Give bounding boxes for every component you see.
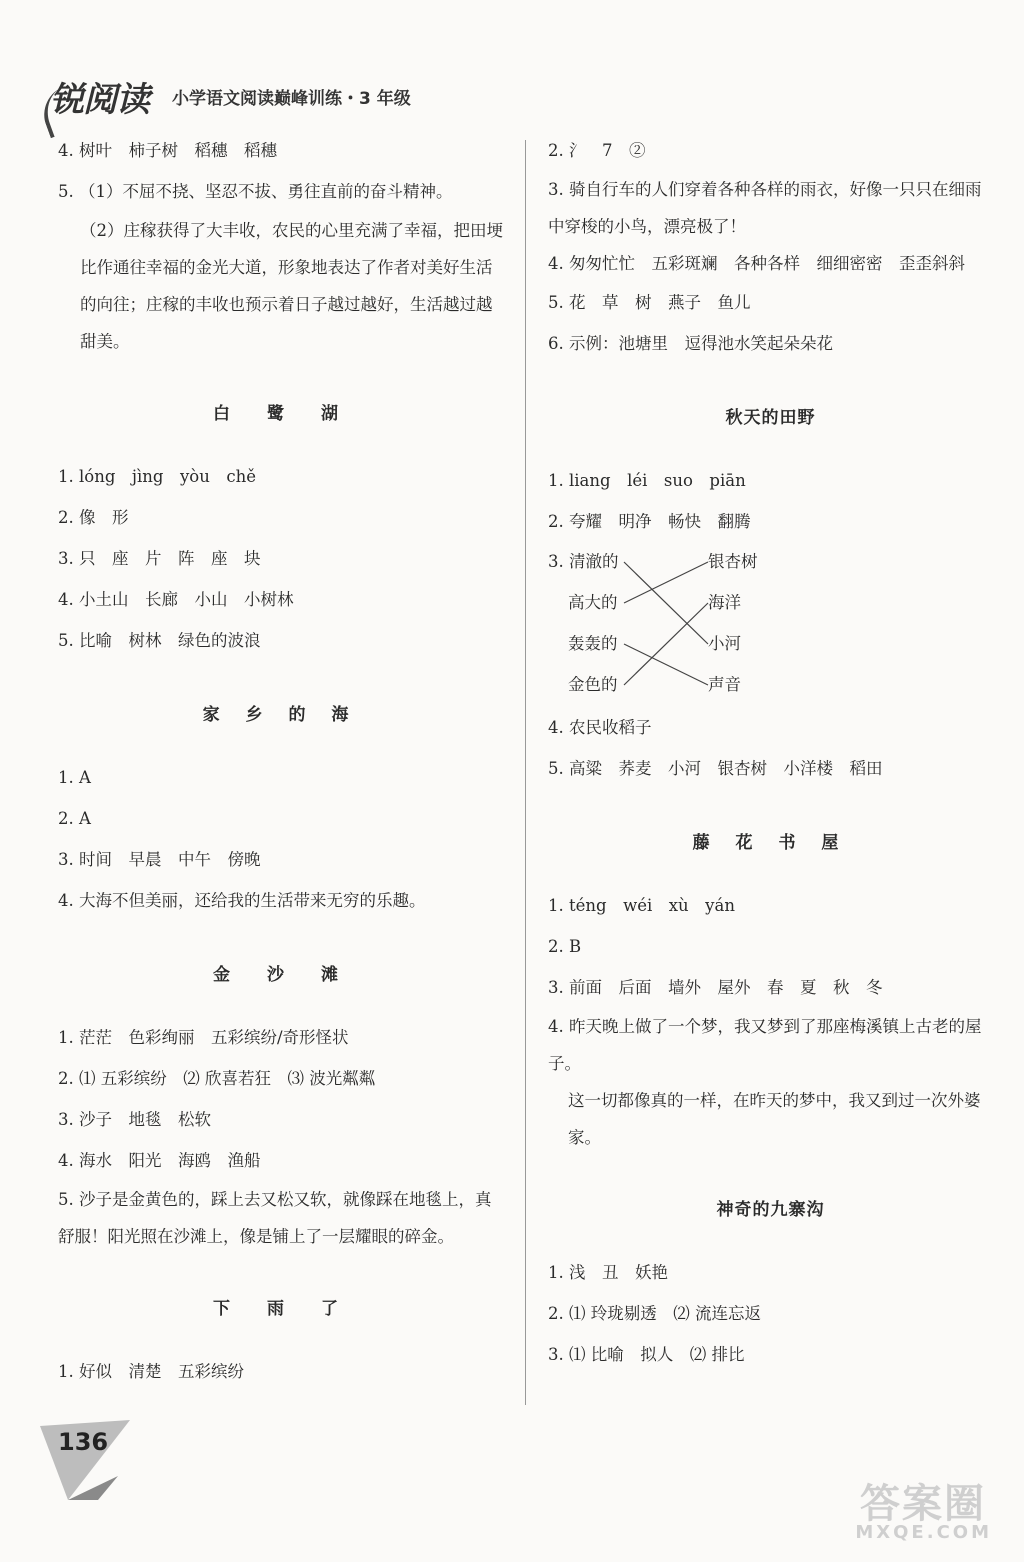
answer-line: 4. 树叶 柿子树 稻穗 稻穗 (58, 141, 277, 160)
answer-line: 5. 高粱 荞麦 小河 银杏树 小洋楼 稻田 (548, 759, 883, 778)
answer-line: 2. 夸耀 明净 畅快 翻腾 (548, 512, 751, 531)
column-divider (525, 140, 526, 1405)
answer-line: 2. A (58, 809, 91, 828)
answer-paragraph: 这一切都像真的一样，在昨天的梦中，我又到过一次外婆家。 (568, 1091, 981, 1147)
match-left-item: 高大的 (568, 593, 618, 612)
answer-line: 2. ⑴ 五彩缤纷 ⑵ 欣喜若狂 ⑶ 波光粼粼 (58, 1069, 376, 1088)
matching-lines (548, 542, 748, 707)
match-line (624, 562, 708, 644)
answer-line: 2. ⑴ 玲珑剔透 ⑵ 流连忘返 (548, 1304, 761, 1323)
answer-line: 4. 农民收稻子 (548, 718, 652, 737)
match-left-item: 金色的 (568, 675, 618, 694)
match-line (624, 603, 708, 685)
answer-line: 4. 海水 阳光 海鸥 渔船 (58, 1151, 261, 1170)
answer-line: 3. 前面 后面 墙外 屋外 春 夏 秋 冬 (548, 978, 883, 997)
answer-line: 3. ⑴ 比喻 拟人 ⑵ 排比 (548, 1345, 745, 1364)
answer-line: 4. 小土山 长廊 小山 小树林 (58, 590, 294, 609)
section-title: 秋天的田野 (725, 408, 816, 428)
section-title: 下 雨 了 (213, 1299, 348, 1319)
watermark (796, 1472, 996, 1552)
answer-line: 3. 沙子 地毯 松软 (58, 1110, 211, 1129)
left-column (58, 130, 503, 1392)
matching-exercise (548, 542, 993, 707)
answer-paragraph: （2）庄稼获得了大丰收，农民的心里充满了幸福，把田埂比作通往幸福的金光大道，形象地表达了作者对美好生活的向往；庄稼的丰收也预示着日子越过越好，生活越过越甜美。 (80, 221, 503, 351)
answer-line: 1. 茫茫 色彩绚丽 五彩缤纷/奇形怪状 (58, 1028, 349, 1047)
answer-line: 2. 氵 7 ② (548, 141, 646, 160)
answer-line: 1. 好似 清楚 五彩缤纷 (58, 1362, 244, 1381)
match-right-item: 海洋 (708, 593, 741, 612)
answer-line: 5. （1）不屈不挠、坚忍不拔、勇往直前的奋斗精神。 (58, 182, 453, 201)
answer-line: 3. 时间 早晨 中午 傍晚 (58, 850, 261, 869)
watermark-logo-text: 答案圈 (860, 1481, 986, 1527)
answer-line: 2. B (548, 937, 582, 956)
answer-paragraph: 4. 昨天晚上做了一个梦，我又梦到了那座梅溪镇上古老的屋子。 (548, 1017, 982, 1073)
answer-paragraph: 3. 骑自行车的人们穿着各种各样的雨衣，好像一只只在细雨中穿梭的小鸟，漂亮极了！ (548, 180, 982, 236)
section-title: 家 乡 的 海 (202, 705, 359, 725)
match-line (624, 562, 708, 603)
answer-line: 5. 花 草 树 燕子 鱼儿 (548, 293, 751, 312)
page-header (38, 70, 638, 130)
section-title: 神奇的九寨沟 (716, 1200, 825, 1220)
section-title: 白 鹭 湖 (213, 404, 348, 424)
answer-line: 5. 比喻 树林 绿色的波浪 (58, 631, 261, 650)
answer-line: 1. liang léi suo piān (548, 471, 746, 490)
match-right-item: 声音 (708, 675, 741, 694)
watermark-url: MXQE.COM (855, 1522, 992, 1543)
match-right-item: 银杏树 (708, 552, 758, 571)
answer-line: 1. A (58, 768, 91, 787)
answer-line: 6. 示例：池塘里 逗得池水笑起朵朵花 (548, 334, 833, 353)
answer-paragraph: 5. 沙子是金黄色的，踩上去又松又软，就像踩在地毯上，真舒服！阳光照在沙滩上，像是铺上了一层耀眼的碎金。 (58, 1190, 492, 1246)
page-number: 136 (58, 1428, 109, 1456)
brand-logo: 锐阅读 (50, 80, 149, 120)
answer-line: 1. lóng jìng yòu chě (58, 467, 256, 486)
answer-line: 2. 像 形 (58, 508, 129, 527)
right-column (548, 130, 993, 1375)
match-left-item: 3. 清澈的 (548, 552, 619, 571)
book-subtitle: 小学语文阅读巅峰训练・3 年级 (172, 89, 411, 109)
answer-line: 3. 只 座 片 阵 座 块 (58, 549, 261, 568)
answer-line: 1. 浅 丑 妖艳 (548, 1263, 668, 1282)
answer-line: 1. téng wéi xù yán (548, 896, 735, 915)
match-right-item: 小河 (708, 634, 741, 653)
match-left-item: 轰轰的 (568, 634, 618, 653)
answer-paragraph: 4. 匆匆忙忙 五彩斑斓 各种各样 细细密密 歪歪斜斜 (548, 254, 965, 273)
answer-line: 4. 大海不但美丽，还给我的生活带来无穷的乐趣。 (58, 891, 426, 910)
match-line (624, 644, 708, 685)
section-title: 金 沙 滩 (213, 965, 348, 985)
section-title: 藤 花 书 屋 (692, 833, 849, 853)
page-number-badge (38, 1418, 138, 1508)
